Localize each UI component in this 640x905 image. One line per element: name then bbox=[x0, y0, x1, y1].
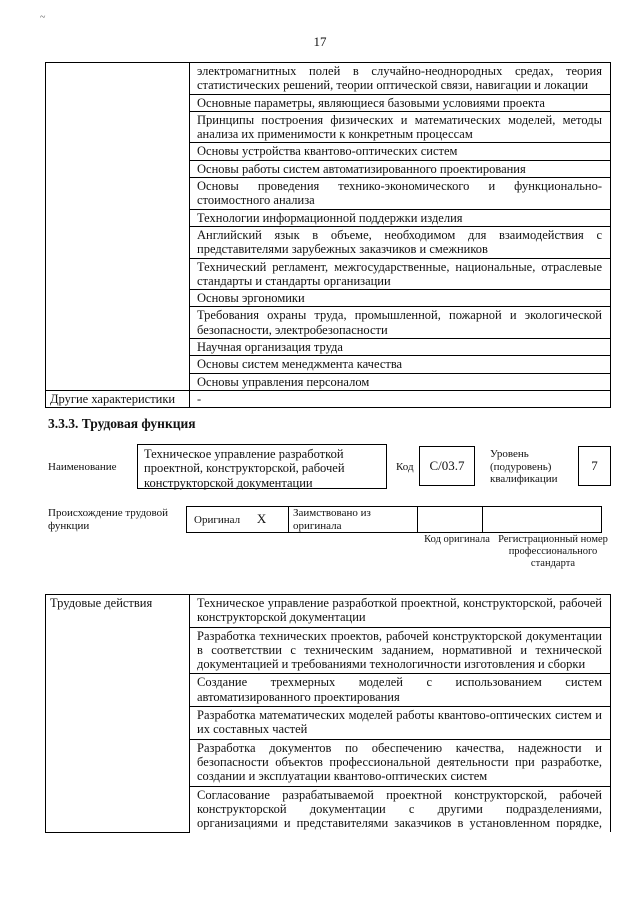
page-number: 17 bbox=[313, 34, 327, 49]
knowledge-item: электромагнитных полей в случайно-неоднородных средах, теория статистических решений, теории оптической связи, навигации и локации bbox=[190, 63, 611, 95]
table-row bbox=[46, 63, 611, 95]
function-name-value: Техническое управление разработкой проектной, конструкторской, рабочей конструкторской документации bbox=[144, 447, 345, 490]
level-label: Уровень (подуровень) квалификации bbox=[490, 448, 558, 485]
knowledge-item: Технологии информационной поддержки изделия bbox=[190, 209, 611, 226]
table-row bbox=[187, 507, 602, 533]
knowledge-item: Основные параметры, являющиеся базовыми условиями проекта bbox=[190, 94, 611, 111]
knowledge-item: Технический регламент, межгосударственные, национальные, отраслевые стандарты и стандарты организации bbox=[190, 258, 611, 290]
origin-table bbox=[186, 506, 602, 533]
knowledge-item: Основы работы систем автоматизированного проектирования bbox=[190, 160, 611, 177]
labor-action-item: Разработка математических моделей работы квантово-оптических систем и их составных частей bbox=[190, 707, 611, 740]
table-row bbox=[46, 595, 611, 628]
borrowed-cell bbox=[289, 507, 418, 533]
knowledge-item: Основы устройства квантово-оптических систем bbox=[190, 143, 611, 160]
code-value: С/03.7 bbox=[429, 458, 465, 473]
function-name-box bbox=[137, 444, 387, 489]
other-characteristics-label: Другие характеристики bbox=[46, 390, 190, 407]
knowledge-item: Основы проведения технико-экономического и функционально-стоимостного анализа bbox=[190, 178, 611, 210]
labor-action-item: Создание трехмерных моделей с использованием систем автоматизированного проектирования bbox=[190, 674, 611, 707]
empty-label-cell bbox=[46, 63, 190, 391]
origin-label: Происхождение трудовой функции bbox=[48, 507, 169, 532]
registration-number-cell bbox=[483, 507, 602, 533]
original-label: Оригинал bbox=[194, 513, 241, 526]
table-row bbox=[46, 390, 611, 407]
original-code-caption: Код оригинала bbox=[424, 534, 490, 545]
original-code-cell bbox=[418, 507, 483, 533]
knowledge-item: Английский язык в объеме, необходимом для взаимодействия с представителями зарубежных заказчиков и смежников bbox=[190, 226, 611, 258]
original-cell bbox=[187, 507, 289, 533]
knowledge-item: Основы управления персоналом bbox=[190, 373, 611, 390]
knowledge-item: Научная организация труда bbox=[190, 339, 611, 356]
knowledge-item: Основы систем менеджмента качества bbox=[190, 356, 611, 373]
labor-actions-table bbox=[45, 594, 611, 833]
labor-action-item: Техническое управление разработкой проектной, конструкторской, рабочей конструкторской документации bbox=[190, 595, 611, 628]
scan-mark: ~ bbox=[40, 12, 46, 23]
registration-number-caption: Регистрационный номер профессионального стандарта bbox=[498, 534, 608, 569]
borrowed-label: Заимствовано из оригинала bbox=[293, 507, 371, 532]
knowledge-item: Основы эргономики bbox=[190, 290, 611, 307]
code-box bbox=[419, 446, 475, 486]
original-mark: X bbox=[256, 510, 267, 526]
labor-actions-label: Трудовые действия bbox=[46, 595, 190, 833]
level-box bbox=[578, 446, 611, 486]
level-value: 7 bbox=[591, 458, 598, 473]
other-characteristics-value: - bbox=[190, 390, 611, 407]
name-label: Наименование bbox=[48, 461, 117, 473]
labor-action-item: Разработка технических проектов, рабочей конструкторской документации в соответствии с техническим заданием, нормативной и технической документацией и требованиями технологичности изготовления и сборки bbox=[190, 627, 611, 674]
knowledge-table bbox=[45, 62, 611, 408]
section-title: 3.3.3. Трудовая функция bbox=[48, 416, 196, 431]
labor-action-item: Разработка документов по обеспечению качества, надежности и безопасности объектов профессиональной деятельности при разработке, создании и эксплуатации квантово-оптических систем bbox=[190, 739, 611, 786]
code-label: Код bbox=[396, 461, 414, 473]
knowledge-item: Принципы построения физических и математических моделей, методы анализа их применимости к конкретным процессам bbox=[190, 111, 611, 143]
labor-action-item: Согласование разрабатываемой проектной конструкторской, рабочей конструкторской документации с другими подразделениями, организациями и представителями заказчиков в установленном порядке, bbox=[190, 786, 611, 832]
knowledge-item: Требования охраны труда, промышленной, пожарной и экологической безопасности, электробезопасности bbox=[190, 307, 611, 339]
